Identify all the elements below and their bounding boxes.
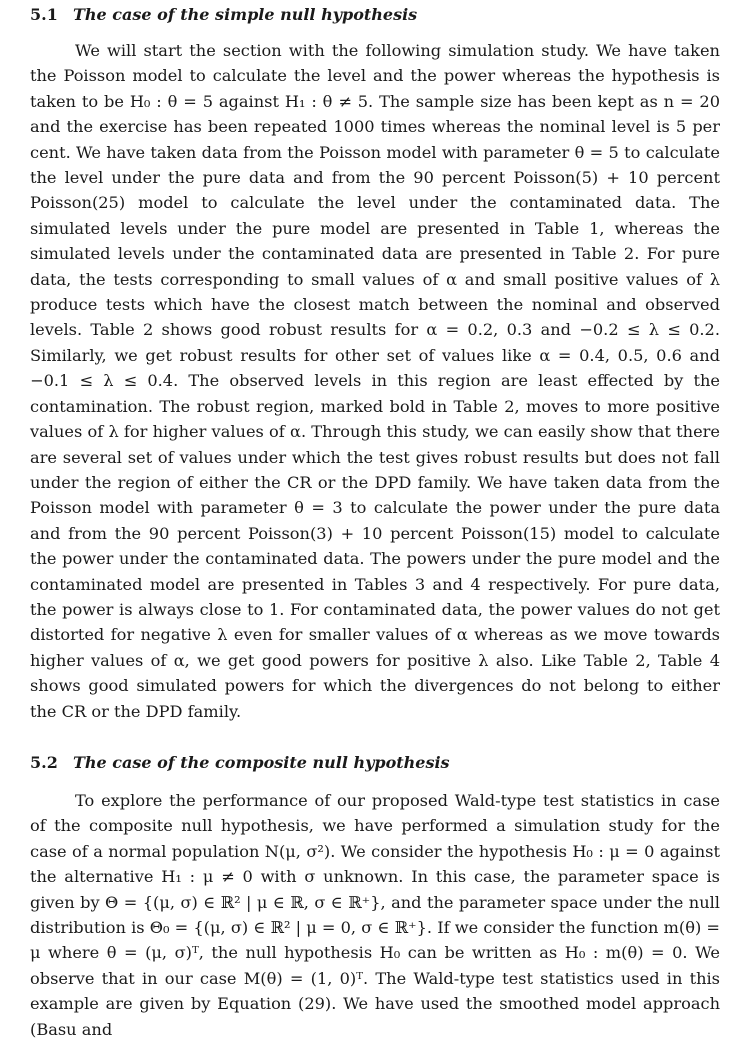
document-page — [30, 4, 720, 1042]
section-heading-5-1 — [30, 4, 720, 26]
section-title: The case of the simple null hypothesis — [73, 5, 418, 24]
section-number: 5.2 — [30, 752, 58, 772]
section-5-1-paragraph: We will start the section with the following simulation study. We have taken the Poisson model to calculate the level and the power whereas the hypothesis is taken to be H₀ : θ = 5 against H₁ : θ ≠ 5. The sample size has been kept as n = 20 and the exercise has been repeated 1000 times whereas the nominal level is 5 per cent. We have taken data from the Poisson model with parameter θ = 5 to calculate the level under the pure data and from the 90 percent Poisson(5) + 10 percent Poisson(25) model to calculate the level under the contaminated data. The simulated levels under the pure model are presented in Table 1, whereas the simulated levels under the contaminated data are presented in Table 2. For pure data, the tests corresponding to small values of α and small positive values of λ produce tests which have the closest match between the nominal and observed levels. Table 2 shows good robust results for α = 0.2, 0.3 and −0.2 ≤ λ ≤ 0.2. Similarly, we get robust results for other set of values like α = 0.4, 0.5, 0.6 and −0.1 ≤ λ ≤ 0.4. The observed levels in this region are least effected by the contamination. The robust region, marked bold in Table 2, moves to more positive values of λ for higher values of α. Through this study, we can easily show that there are several set of values under which the test gives robust results but does not fall under the region of either the CR or the DPD family. We have taken data from the Poisson model with parameter θ = 3 to calculate the power under the pure data and from the 90 percent Poisson(3) + 10 percent Poisson(15) model to calculate the power under the contaminated data. The powers under the pure model and the contaminated model are presented in Tables 3 and 4 respectively. For pure data, the power is always close to 1. For contaminated data, the power values do not get distorted for negative λ even for smaller values of α whereas as we move towards higher values of α, we get good powers for positive λ also. Like Table 2, Table 4 shows good simulated powers for which the divergences do not belong to either the CR or the DPD family. — [30, 41, 720, 721]
section-5-2-paragraph: To explore the performance of our proposed Wald-type test statistics in case of the composite null hypothesis, we have performed a simulation study for the case of a normal population N(μ, σ²). We consider the hypothesis H₀ : μ = 0 against the alternative H₁ : μ ≠ 0 with σ unknown. In this case, the parameter space is given by Θ = {(μ, σ) ∈ ℝ² | μ ∈ ℝ, σ ∈ ℝ⁺}, and the parameter space under the null distribution is Θ₀ = {(μ, σ) ∈ ℝ² | μ = 0, σ ∈ ℝ⁺}. If we consider the function m(θ) = μ where θ = (μ, σ)ᵀ, the null hypothesis H₀ can be written as H₀ : m(θ) = 0. We observe that in our case M(θ) = (1, 0)ᵀ. The Wald-type test statistics used in this example are given by Equation (29). We have used the smoothed model approach (Basu and — [30, 790, 720, 1039]
section-heading-5-2 — [30, 752, 720, 774]
section-number: 5.1 — [30, 5, 58, 24]
section-title: The case of the composite null hypothesis — [73, 752, 450, 772]
